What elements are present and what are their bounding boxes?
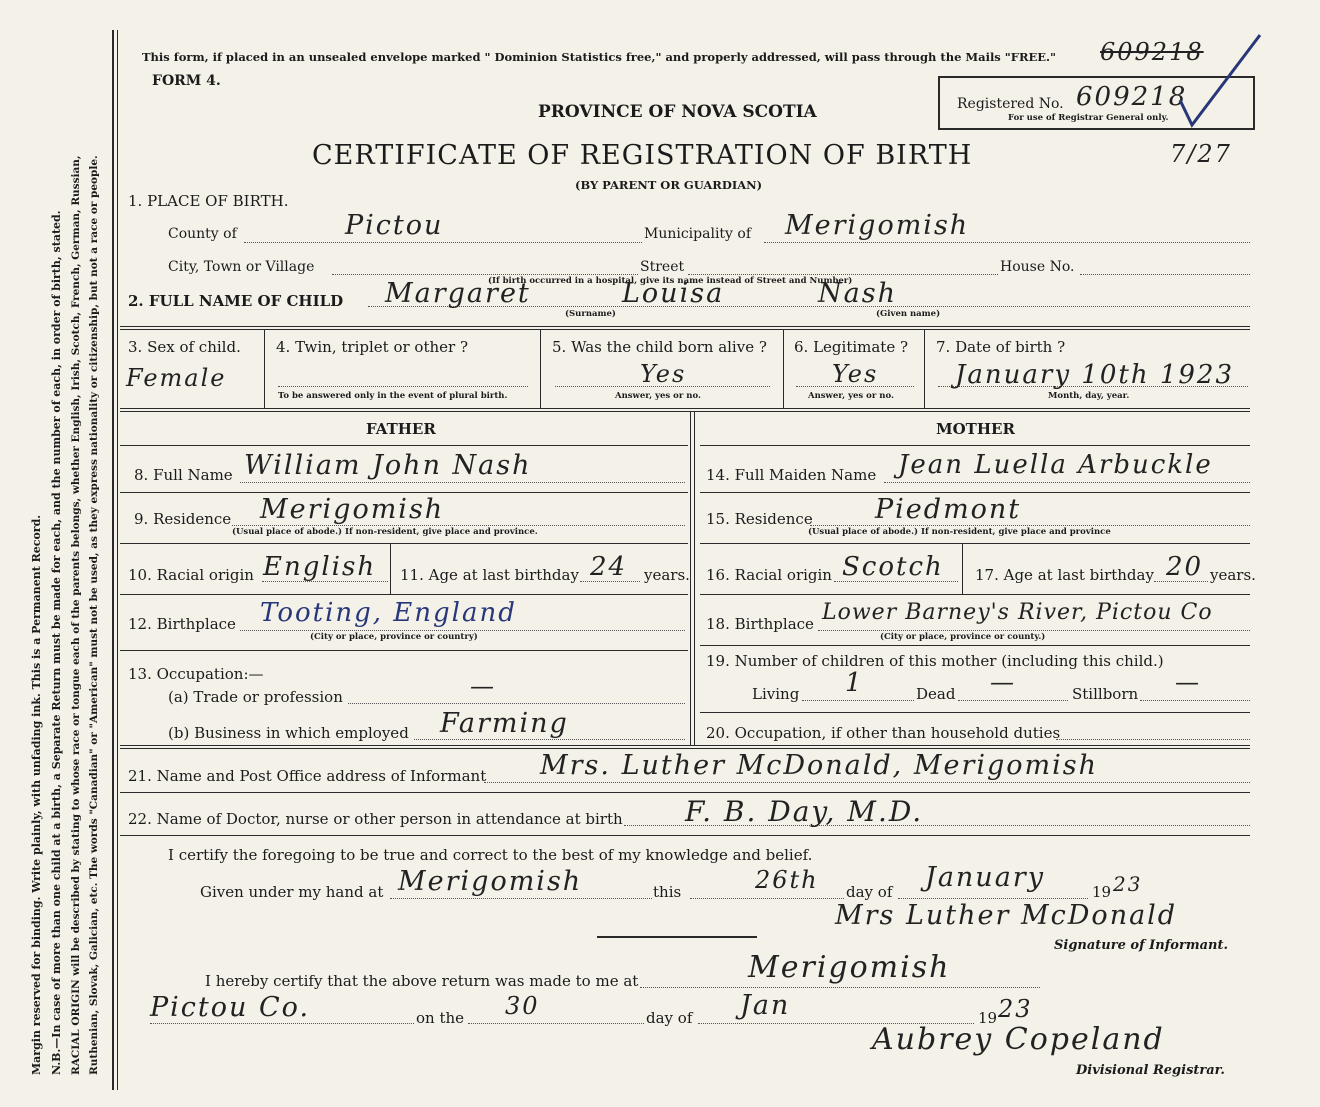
full-name-label: 2. FULL NAME OF CHILD — [128, 292, 344, 310]
dead-value: — — [990, 668, 1016, 696]
mother-birthplace-label: 18. Birthplace — [706, 615, 814, 633]
municipality-line — [764, 242, 1250, 243]
mother-name-label: 14. Full Maiden Name — [706, 466, 877, 484]
dob-value: January 10th 1923 — [955, 360, 1235, 390]
certify-text: I certify the foregoing to be true and correct to the best of my knowledge and belief. — [168, 846, 813, 864]
crossed-number: 609218 — [1100, 38, 1204, 66]
father-abode-note: (Usual place of abode.) If non-resident, give place and province. — [232, 527, 538, 537]
registration-day-of-label: day of — [646, 1009, 693, 1027]
given-day-of-label: day of — [846, 883, 893, 901]
mother-occupation-label: 20. Occupation, if other than household duties — [706, 724, 1061, 742]
certificate-subtitle: (BY PARENT OR GUARDIAN) — [575, 178, 763, 192]
city-line — [332, 274, 638, 275]
father-age-label: 11. Age at last birthday — [400, 566, 579, 584]
place-of-birth-heading: 1. PLACE OF BIRTH. — [128, 192, 289, 210]
registered-label: Registered No. — [957, 96, 1064, 112]
registered-number: 609218 — [1076, 82, 1188, 112]
informant-signature: Mrs Luther McDonald — [835, 900, 1178, 931]
father-years-label: years. — [644, 566, 690, 584]
scribble-mark: 7/27 — [1170, 140, 1232, 168]
hereby-text: I hereby certify that the above return was made to me at — [205, 972, 639, 990]
registration-place-value: Merigomish — [748, 950, 951, 985]
mother-racial-label: 16. Racial origin — [706, 566, 832, 584]
mother-name-value: Jean Luella Arbuckle — [898, 450, 1213, 480]
child-name-3: Nash — [818, 278, 897, 309]
business-label: (b) Business in which employed — [168, 724, 409, 742]
municipality-label: Municipality of — [644, 226, 752, 242]
mother-residence-label: 15. Residence — [706, 510, 813, 528]
living-label: Living — [752, 685, 800, 703]
postal-note: This form, if placed in an unsealed envelope marked " Dominion Statistics free," and properly addressed, will pass through the Mails "FREE." — [142, 50, 1057, 64]
father-residence-label: 9. Residence — [134, 510, 232, 528]
street-label: Street — [640, 259, 685, 275]
house-no-label: House No. — [1000, 259, 1075, 275]
given-year-prefix: 19 — [1092, 883, 1112, 901]
margin-note-3: RACIAL ORIGIN will be described by stating to whose race or tongue each of the parents belongs, whether English, Irish, Scotch, French, German, Russian, — [70, 155, 82, 1075]
house-no-line — [1080, 274, 1250, 275]
on-the-label: on the — [416, 1009, 465, 1027]
margin-rule-inner — [117, 30, 118, 1090]
sex-value: Female — [126, 364, 227, 392]
divisional-registrar-label: Divisional Registrar. — [1076, 1063, 1225, 1078]
father-name-label: 8. Full Name — [134, 466, 233, 484]
given-under-label: Given under my hand at — [200, 883, 384, 901]
dead-label: Dead — [916, 685, 956, 703]
margin-note-1: Margin reserved for binding. Write plainly, with unfading ink. This is a Permanent Record. — [30, 514, 43, 1075]
margin-note-2: N.B.—In case of more than one child at a birth, a Separate Return must be made for each, and the number of each, in order of birth, stated. — [50, 210, 63, 1075]
child-name-1: Margaret — [385, 278, 531, 309]
twin-label: 4. Twin, triplet or other ? — [276, 338, 468, 356]
legitimate-value: Yes — [832, 360, 879, 388]
legitimate-answer-note: Answer, yes or no. — [808, 391, 894, 401]
form-number: FORM 4. — [152, 73, 221, 89]
legitimate-label: 6. Legitimate ? — [794, 338, 909, 356]
mother-residence-value: Piedmont — [875, 494, 1022, 525]
margin-note-4: Ruthenian, Slovak, Galician, etc. The words "Canadian" or "American" must not be used, as they express nationality or citizenship, but not a race or people. — [88, 155, 100, 1075]
given-this-label: this — [653, 883, 682, 901]
county-value: Pictou — [345, 210, 444, 241]
father-racial-label: 10. Racial origin — [128, 566, 254, 584]
twin-note: To be answered only in the event of plural birth. — [278, 391, 508, 401]
sex-label: 3. Sex of child. — [128, 338, 241, 356]
municipality-value: Merigomish — [785, 210, 970, 241]
dob-note: Month, day, year. — [1048, 391, 1130, 401]
mother-place-note: (City or place, province or county.) — [880, 632, 1046, 642]
hospital-note: (If birth occurred in a hospital, give its name instead of Street and Number) — [488, 276, 853, 286]
registration-year-value: 23 — [998, 995, 1033, 1023]
registrar-signature: Aubrey Copeland — [872, 1022, 1165, 1057]
informant-value: Mrs. Luther McDonald, Merigomish — [540, 750, 1099, 781]
father-birthplace-value: Tooting, England — [260, 598, 517, 628]
street-line — [688, 274, 998, 275]
mother-years-label: years. — [1210, 566, 1256, 584]
county-label: County of — [168, 226, 237, 242]
father-heading: FATHER — [366, 420, 436, 438]
mother-abode-note: (Usual place of abode.) If non-resident, give place and province — [808, 527, 1111, 537]
father-residence-value: Merigomish — [260, 494, 445, 525]
given-month-value: January — [925, 862, 1045, 893]
mother-birthplace-value: Lower Barney's River, Pictou Co — [822, 600, 1213, 625]
registration-county-value: Pictou Co. — [150, 992, 311, 1023]
registrar-note: For use of Registrar General only. — [1008, 113, 1169, 123]
occupation-label: 13. Occupation:— — [128, 665, 264, 683]
father-birthplace-label: 12. Birthplace — [128, 615, 236, 633]
alive-label: 5. Was the child born alive ? — [552, 338, 767, 356]
city-label: City, Town or Village — [168, 259, 315, 275]
mother-age-label: 17. Age at last birthday — [975, 566, 1154, 584]
surname-note: (Surname) — [565, 309, 616, 319]
province-heading: PROVINCE OF NOVA SCOTIA — [538, 102, 817, 122]
registration-month-value: Jan — [740, 990, 791, 1021]
children-label: 19. Number of children of this mother (including this child.) — [706, 652, 1164, 670]
father-place-note: (City or place, province or country) — [310, 632, 478, 642]
given-day-value: 26th — [755, 866, 819, 894]
stillborn-value: — — [1175, 668, 1201, 696]
signature-informant-label: Signature of Informant. — [1054, 938, 1228, 953]
check-mark-icon — [1170, 30, 1270, 130]
informant-label: 21. Name and Post Office address of Informant — [128, 767, 487, 785]
father-racial-value: English — [263, 552, 377, 582]
doctor-value: F. B. Day, M.D. — [685, 795, 924, 828]
father-age-value: 24 — [590, 552, 628, 582]
trade-value: — — [470, 672, 496, 700]
mother-heading: MOTHER — [936, 420, 1015, 438]
child-name-2: Louisa — [622, 278, 725, 309]
margin-rule — [112, 30, 114, 1090]
dob-label: 7. Date of birth ? — [936, 338, 1066, 356]
mother-racial-value: Scotch — [842, 552, 944, 582]
father-name-value: William John Nash — [244, 450, 532, 481]
mother-age-value: 20 — [1166, 552, 1204, 582]
business-value: Farming — [440, 708, 569, 739]
doctor-label: 22. Name of Doctor, nurse or other person in attendance at birth — [128, 810, 623, 828]
certificate-title: CERTIFICATE OF REGISTRATION OF BIRTH — [312, 140, 973, 171]
alive-answer-note: Answer, yes or no. — [615, 391, 701, 401]
trade-label: (a) Trade or profession — [168, 688, 343, 706]
given-place-value: Merigomish — [398, 866, 583, 897]
county-line — [244, 242, 642, 243]
stillborn-label: Stillborn — [1072, 685, 1139, 703]
living-value: 1 — [845, 668, 864, 698]
alive-value: Yes — [640, 360, 687, 388]
given-year-value: 23 — [1113, 872, 1143, 896]
registration-day-value: 30 — [505, 992, 540, 1020]
registration-year-prefix: 19 — [978, 1009, 998, 1027]
given-name-note: (Given name) — [876, 309, 941, 319]
